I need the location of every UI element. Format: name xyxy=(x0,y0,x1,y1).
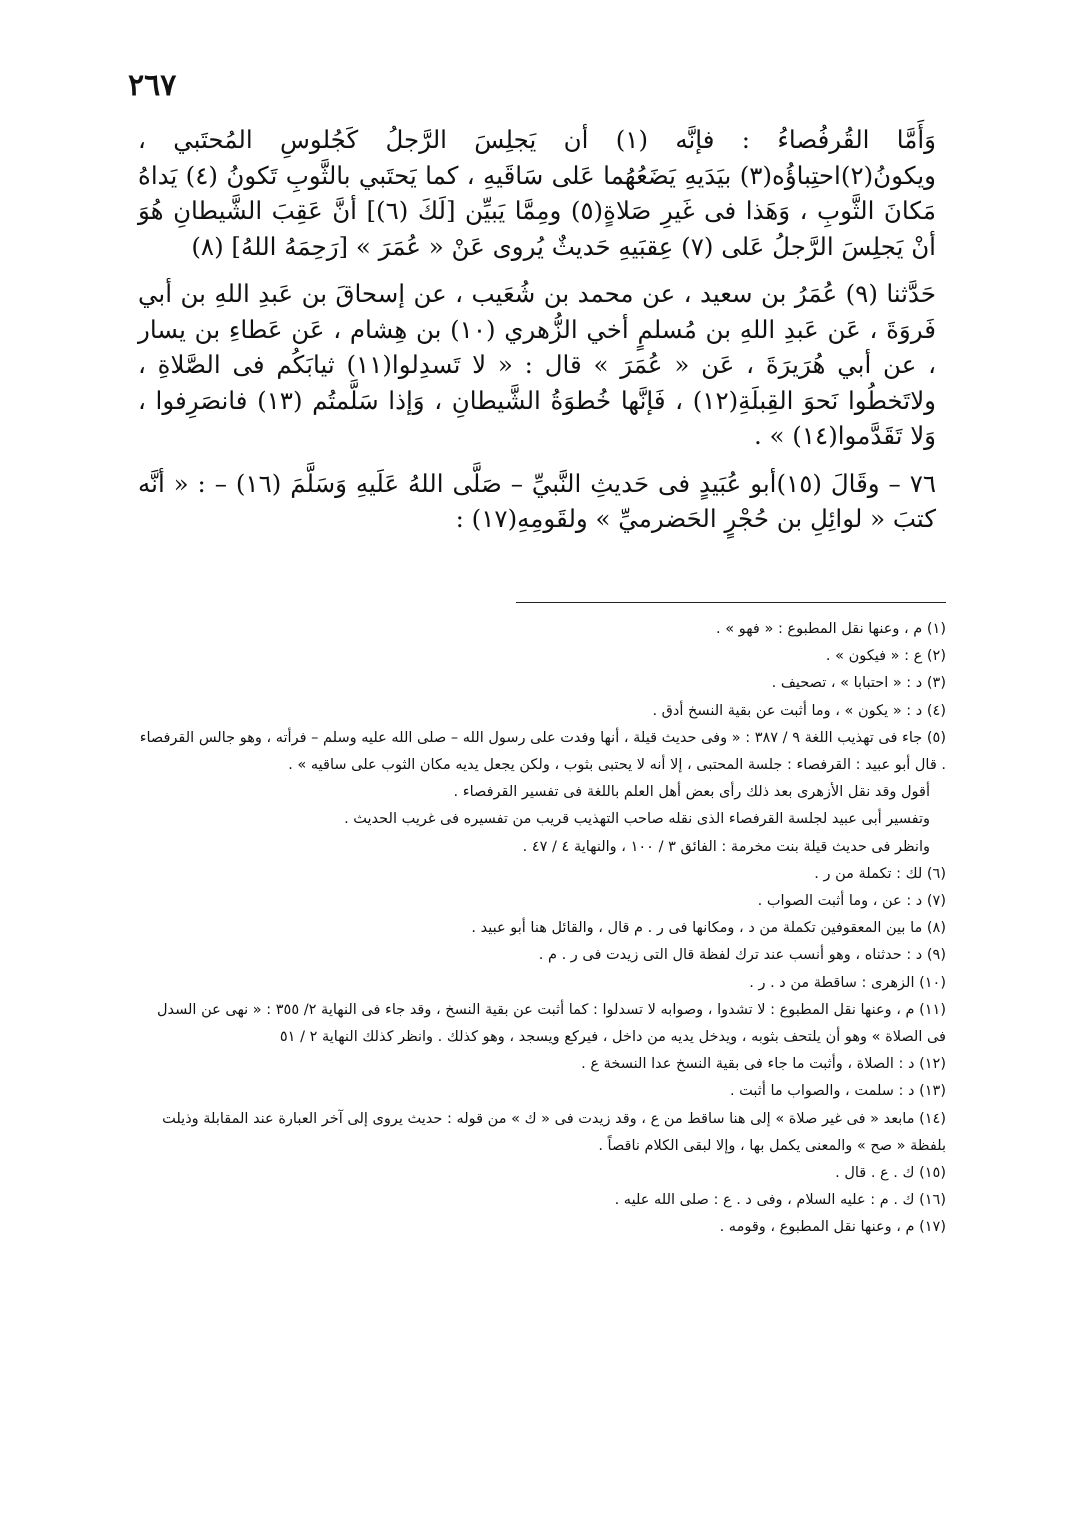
footnote-1: (١) م ، وعنها نقل المطبوع : « فهو » . xyxy=(716,621,946,637)
footnote-5: (٥) جاء فى تهذيب اللغة ٩ / ٣٨٧ : « وفى حديث قيلة ، أنها وفدت على رسول الله – صلى الله عليه وسلم – فرأته ، وهو جالس القرفصاء . قال أبو عبيد : القرفصاء : جلسة المحتبى ، إلا أنه لا يحتبى بثوب ، ولكن يجعل يديه مكان الثوب على ساقيه » . xyxy=(139,729,946,774)
footnote-5-comment-1: أقول وقد نقل الأزهرى بعد ذلك رأى بعض أهل العلم باللغة فى تفسير القرفصاء . xyxy=(453,784,930,801)
footnote-10: (١٠) الزهرى : ساقطة من د . ر . xyxy=(749,974,946,991)
footnote-14: (١٤) مابعد « فى غير صلاة » إلى هنا ساقط من ع ، وقد زيدت فى « ك » من قوله : حديث يروى إلى آخر العبارة عند المقابلة وذيلت بلفظة « صح » والمعنى يكمل بها ، وإلا لبقى الكلام ناقصاً . xyxy=(162,1110,946,1154)
page-number: ٢٦٧ xyxy=(128,68,177,103)
main-text xyxy=(138,122,936,549)
footnote-15: (١٥) ك . ع . قال . xyxy=(835,1165,946,1182)
paragraph-hadith-umar: حَدَّثنا (٩) عُمَرُ بن سعيد ، عن محمد بن شُعَيب ، عن إسحاقَ بن عَبدِ اللهِ بن أبي فَروَةَ ، عَن عَبدِ اللهِ بن مُسلمٍ أخي الزُّهري (١٠) بن هِشام ، عَن عَطاءِ بن يسار ، عن أبي هُرَيرَةَ ، عَن « عُمَرَ » قال : « لا تَسدِلوا(١١) ثيابَكُم فى الصَّلاةِ ، ولاتَخطُوا نَحوَ القِبلَةِ(١٢) ، فَإنَّها خُطوَةُ الشَّيطانِ ، وَإذا سَلَّمتُم (١٣) فانصَرِفوا ، وَلا تَقَدَّموا(١٤) » . xyxy=(138,279,936,450)
footnote-separator xyxy=(516,602,946,603)
footnotes xyxy=(138,616,946,1242)
footnote-6: (٦) لك : تكملة من ر . xyxy=(814,865,946,882)
footnote-5-comment-2: وتفسير أبى عبيد لجلسة القرفصاء الذى نقله صاحب التهذيب قريب من تفسيره فى غريب الحديث . xyxy=(344,811,930,828)
footnote-4: (٤) د : « يكون » ، وما أثبت عن بقية النسخ أدق . xyxy=(652,702,946,719)
footnote-3: (٣) د : « احتبابا » ، تصحيف . xyxy=(771,675,946,692)
footnote-17: (١٧) م ، وعنها نقل المطبوع ، وقومه . xyxy=(719,1219,946,1236)
footnote-7: (٧) د : عن ، وما أثبت الصواب . xyxy=(757,893,946,910)
footnote-16: (١٦) ك . م : عليه السلام ، وفى د . ع : صلى الله عليه . xyxy=(614,1192,946,1209)
footnote-9: (٩) د : حدثناه ، وهو أنسب عند ترك لفظة قال التى زيدت فى ر . م . xyxy=(538,947,946,964)
paragraph-76: ٧٦ – وقَالَ (١٥)أبو عُبَيدٍ فى حَديثِ النَّبيِّ – صَلَّى اللهُ عَلَيهِ وَسَلَّمَ (١٦) – : « أنَّه كتبَ « لوائِلِ بن حُجْرٍ الحَضرميِّ » ولقَومِهِ(١٧) : xyxy=(138,468,937,533)
footnote-13: (١٣) د : سلمت ، والصواب ما أثبت . xyxy=(729,1083,946,1100)
footnote-2: (٢) ع : « فيكون » . xyxy=(825,648,946,665)
footnote-11: (١١) م ، وعنها نقل المطبوع : لا تشدوا ، وصوابه لا تسدلوا : كما أثبت عن بقية النسخ ، وقد جاء فى النهاية ٢/ ٣٥٥ : « نهى عن السدل فى الصلاة » وهو أن يلتحف بثوبه ، ويدخل يديه من داخل ، فيركع ويسجد ، وهو كذلك . وانظر كذلك النهاية ٢ / ٥١ xyxy=(156,1001,946,1046)
footnote-5-comment-3: وانظر فى حديث قيلة بنت مخرمة : الفائق ٣ / ١٠٠ ، والنهاية ٤ / ٤٧ . xyxy=(522,838,930,855)
footnote-8: (٨) ما بين المعقوفين تكملة من د ، ومكانها فى ر . م قال ، والقائل هنا أبو عبيد . xyxy=(471,920,946,937)
paragraph-qurfusa: وَأَمَّا القُرفُصاءُ : فإنَّه (١) أن يَجلِسَ الرَّجلُ كَجُلوسِ المُحتَبي ، ويكونُ(٢)احتِباؤُه(٣) بيَدَيهِ يَضَعُهُما عَلى سَاقَيهِ ، كما يَحتَبي بالثَّوبِ تَكونُ (٤) يَداهُ مَكانَ الثَّوبِ ، وَهَذا فى غَيرِ صَلاةٍ(٥) ومِمَّا يَبيِّن [لَكَ (٦)] أنَّ عَقِبَ الشَّيطانِ هُوَ أنْ يَجلِسَ الرَّجلُ عَلى (٧) عِقبَيهِ حَديثٌ يُروى عَنْ « عُمَرَ » [رَحِمَهُ اللهُ] (٨) xyxy=(138,125,937,261)
footnote-12: (١٢) د : الصلاة ، وأثبت ما جاء فى بقية النسخ عدا النسخة ع . xyxy=(581,1056,946,1073)
